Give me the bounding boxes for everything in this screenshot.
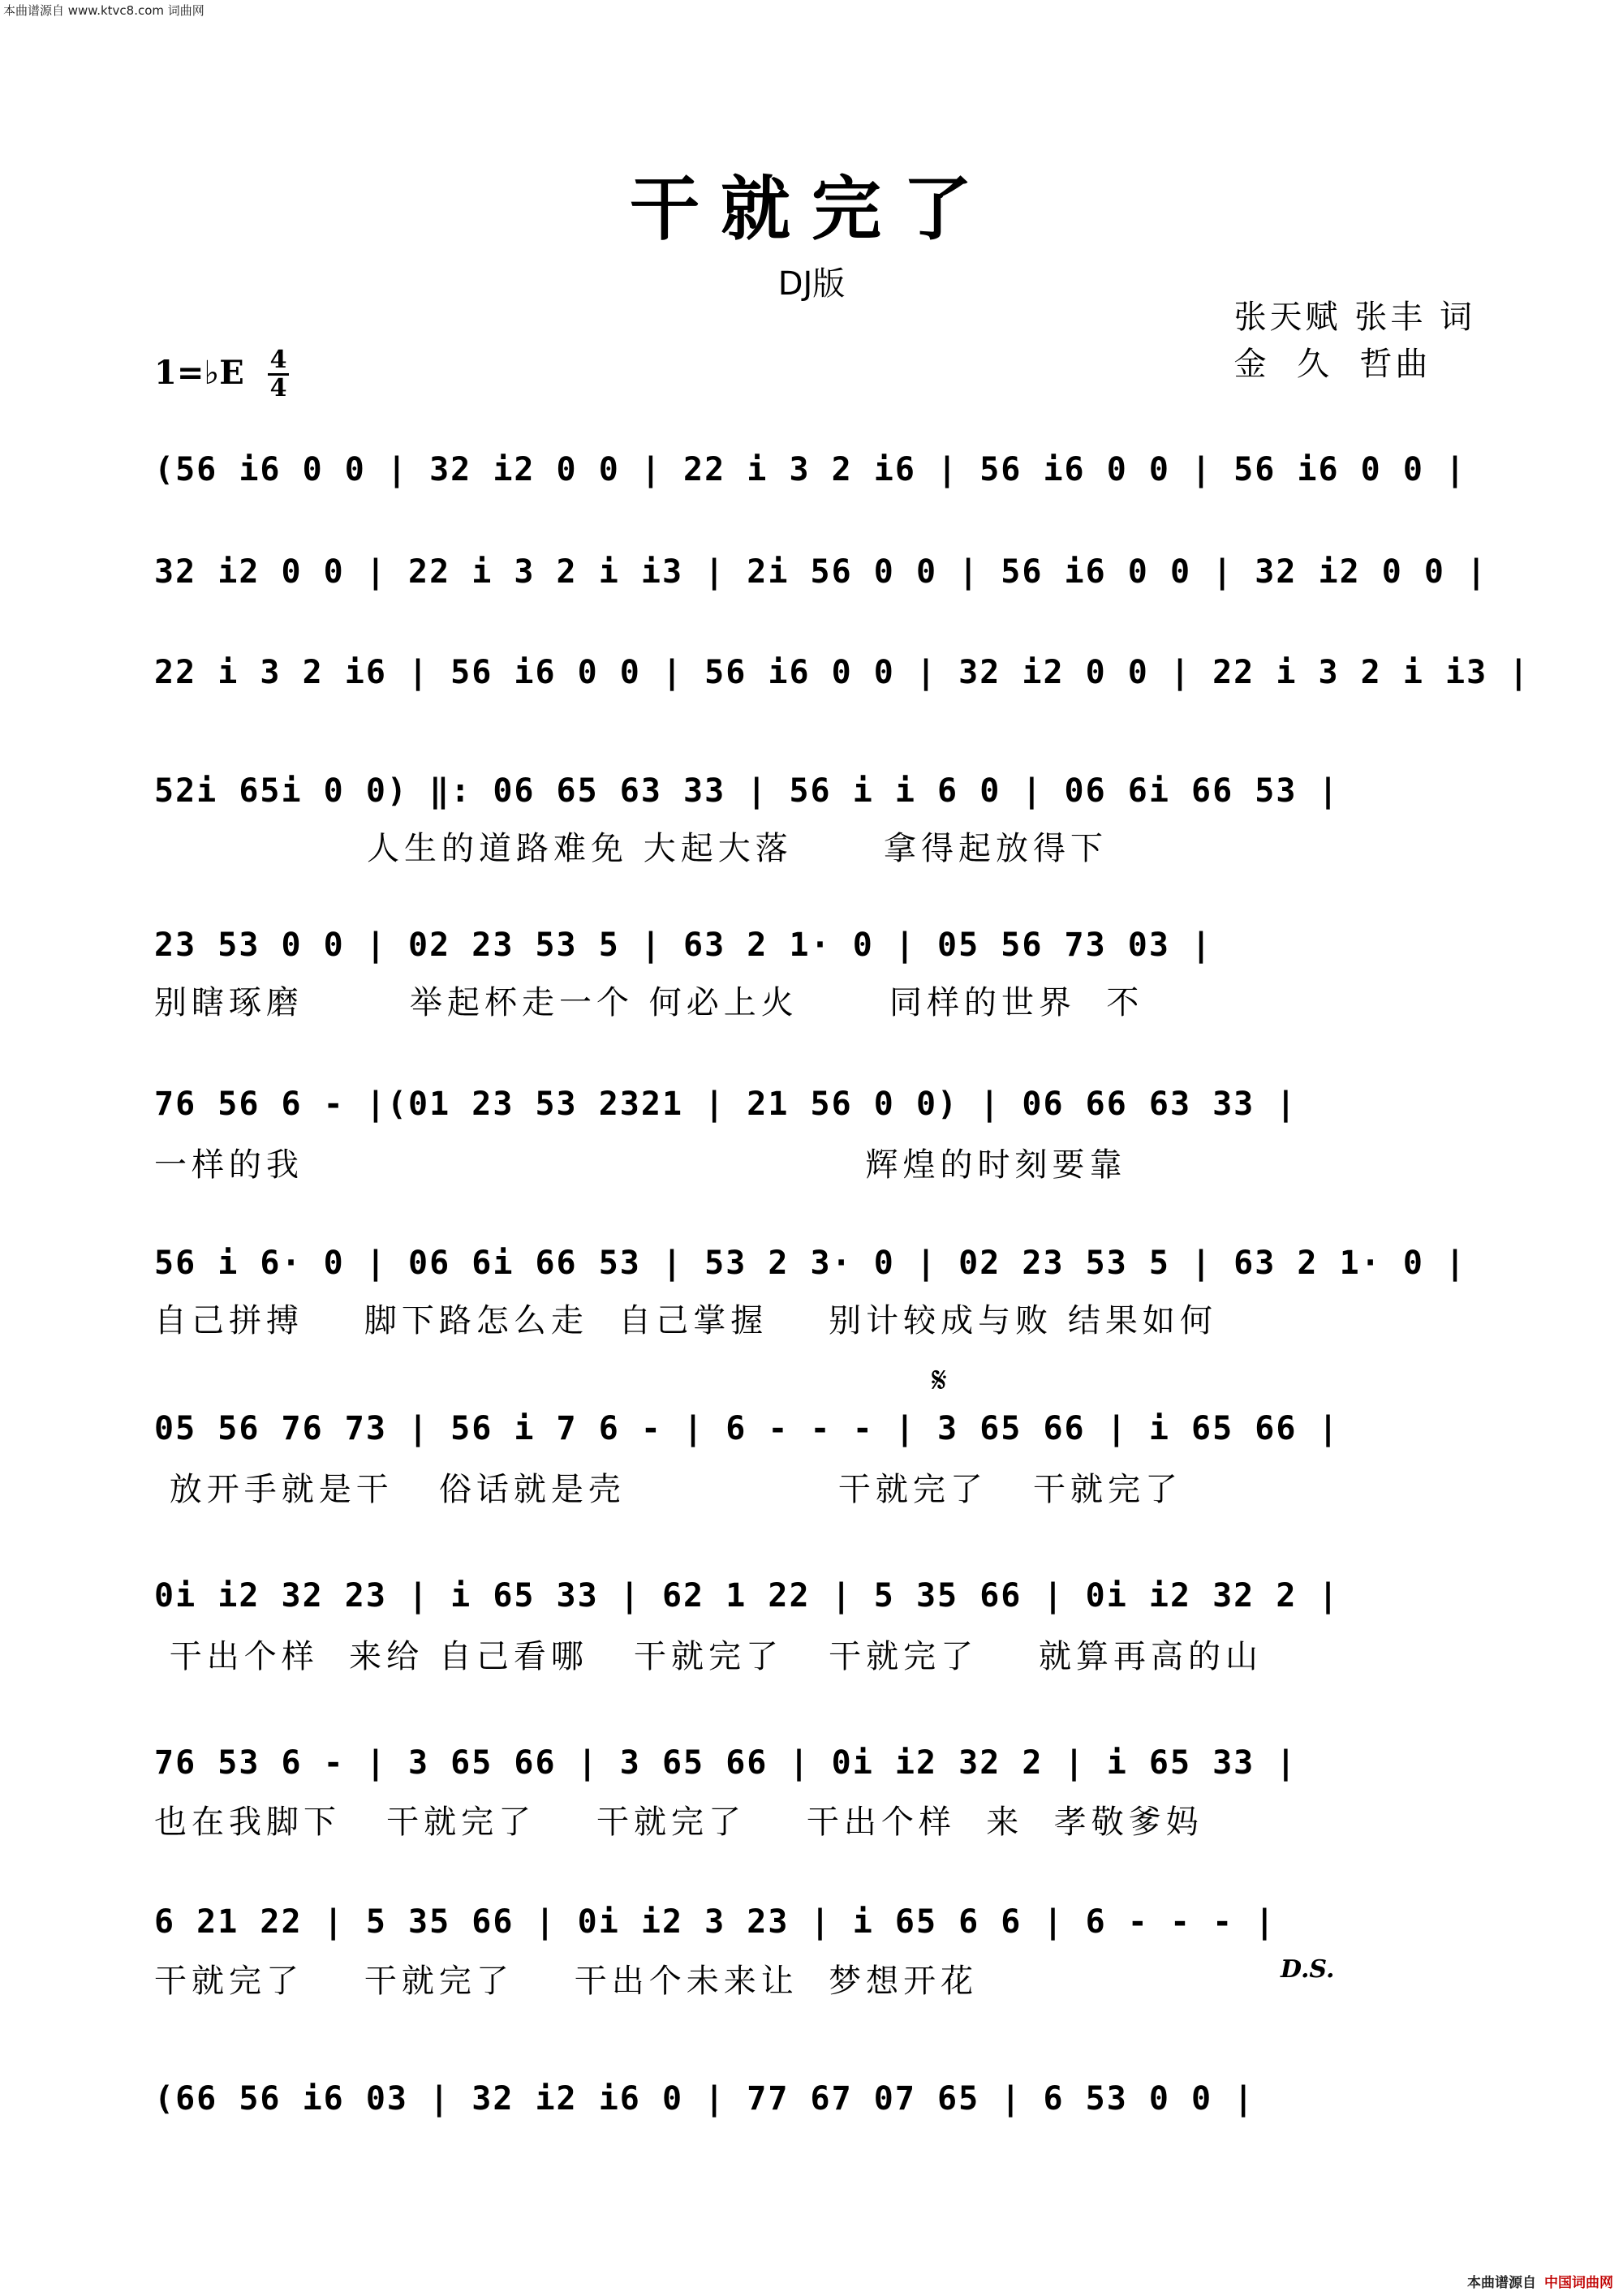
lyrics-line-5: 别瞎琢磨 举起杯走一个 何必上火 同样的世界 不 [154, 984, 1144, 1021]
lyrics-line-8: 放开手就是干 俗话就是壳 干就完了 干就完了 [154, 1471, 1183, 1508]
segno-sign: 𝄋 [932, 1360, 947, 1401]
ds-marking: D.S. [1281, 1955, 1335, 1984]
time-signature-bottom: 4 [269, 374, 287, 402]
lyrics-line-7: 自己拼搏 脚下路怎么走 自己掌握 别计较成与败 结果如何 [154, 1302, 1217, 1339]
lyrics-line-10: 也在我脚下 干就完了 干就完了 干出个样 来 孝敬爹妈 [154, 1804, 1203, 1841]
notation-line-6: 76 56 6 - |(01 23 53 2321 | 21 56 0 0) | 06 66 63 33 | [154, 1086, 1298, 1123]
notation-line-11: 6 21 22 | 5 35 66 | 0i i2 3 23 | i 65 6 6 | 6 - - - | [154, 1903, 1276, 1941]
score-subtitle: DJ版 [777, 265, 846, 303]
notation-line-1: (56 i6 0 0 | 32 i2 0 0 | 22 i 3 2 i6 | 56 i6 0 0 | 56 i6 0 0 | [154, 451, 1467, 488]
lyrics-line-6: 一样的我 辉煌的时刻要靠 [154, 1146, 1127, 1184]
composer-credit: 金 久 哲曲 [1233, 346, 1431, 383]
watermark-bottom-left: 本曲谱源自 [1467, 2275, 1536, 2291]
lyrics-line-11: 干就完了 干就完了 干出个未来让 梦想开花 [154, 1963, 979, 2000]
notation-line-12: (66 56 i6 03 | 32 i2 i6 0 | 77 67 07 65 | 6 53 0 0 | [154, 2080, 1255, 2118]
notation-line-10: 76 53 6 - | 3 65 66 | 3 65 66 | 0i i2 32 2 | i 65 33 | [154, 1744, 1298, 1782]
score-title: 干就完了 [630, 168, 993, 250]
watermark-top: 本曲谱源自 www.ktvc8.com 词曲网 [3, 3, 204, 18]
notation-line-9: 0i i2 32 23 | i 65 33 | 62 1 22 | 5 35 66 | 0i i2 32 2 | [154, 1577, 1340, 1615]
notation-line-4: 52i 65i 0 0) ‖: 06 65 63 33 | 56 i i 6 0 | 06 6i 66 53 | [154, 772, 1340, 810]
lyricist-credit: 张天赋 张丰 词 [1233, 299, 1475, 336]
notation-line-3: 22 i 3 2 i6 | 56 i6 0 0 | 56 i6 0 0 | 32 i2 0 0 | 22 i 3 2 i i3 | [154, 654, 1530, 691]
lyrics-line-4: 人生的道路难免 大起大落 拿得起放得下 [154, 830, 1109, 867]
notation-line-7: 56 i 6· 0 | 06 6i 66 53 | 53 2 3· 0 | 02 23 53 5 | 63 2 1· 0 | [154, 1245, 1467, 1282]
credits [1234, 294, 1475, 388]
watermark-bottom-right: 中国词曲网 [1544, 2275, 1613, 2291]
time-signature-top: 4 [269, 346, 287, 374]
watermark-bottom [1467, 2271, 1613, 2291]
notation-line-8: 05 56 76 73 | 56 i 7 6 - | 6 - - - | 3 65 66 | i 65 66 | [154, 1410, 1340, 1447]
key-signature: 1=♭E [154, 354, 244, 392]
lyrics-line-9: 干出个样 来给 自己看哪 干就完了 干就完了 就算再高的山 [154, 1638, 1264, 1675]
notation-line-5: 23 53 0 0 | 02 23 53 5 | 63 2 1· 0 | 05 56 73 03 | [154, 927, 1213, 964]
time-signature [268, 346, 289, 402]
notation-line-2: 32 i2 0 0 | 22 i 3 2 i i3 | 2i 56 0 0 | 56 i6 0 0 | 32 i2 0 0 | [154, 553, 1488, 591]
